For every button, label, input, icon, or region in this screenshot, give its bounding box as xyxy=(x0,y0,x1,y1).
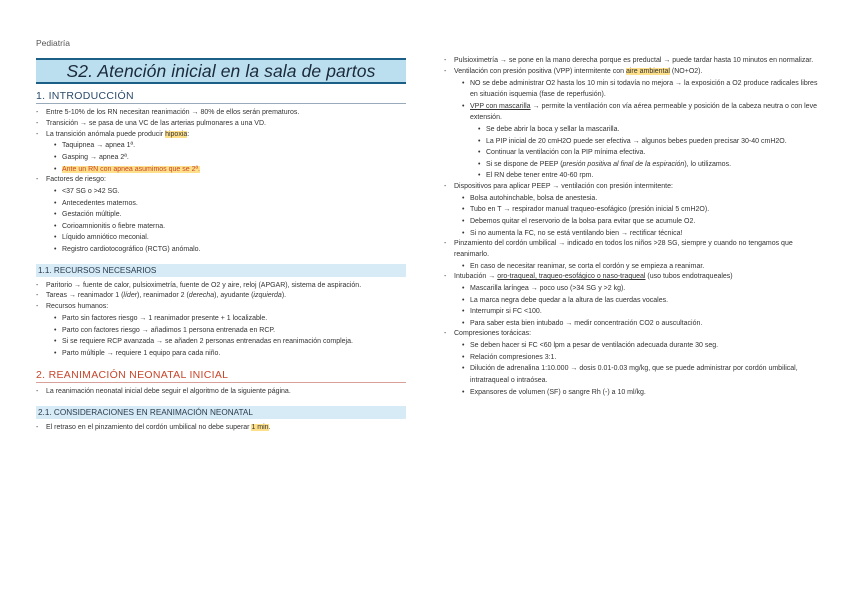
text: Intubación → xyxy=(454,273,498,281)
section-introduccion-heading: 1. INTRODUCCIÓN xyxy=(36,90,406,104)
text: ). xyxy=(281,292,287,300)
text: derecha xyxy=(188,292,215,300)
right-list xyxy=(444,56,822,398)
text: ), ayudante ( xyxy=(214,292,254,300)
list-item: • Corioamnionitis o fiebre materna. xyxy=(54,221,406,233)
list-item xyxy=(36,423,406,434)
list-item: • Si no aumenta la FC, no se está ventilando bien → rectificar técnica! xyxy=(462,228,822,240)
text: ), reanimador 2 ( xyxy=(137,292,189,300)
list-item xyxy=(54,164,406,176)
text: Dispositivos para aplicar PEEP → ventilación con presión intermitente: xyxy=(454,182,673,190)
text: presión positiva al final de la espiración xyxy=(562,160,685,168)
list-item: • Parto con factores riesgo → añadimos 1 persona entrenada en RCP. xyxy=(54,325,406,337)
list-item: • Para saber esta bien intubado → medir concentración CO2 o auscultación. xyxy=(462,318,822,330)
list-item: • Interrumpir si FC <100. xyxy=(462,306,822,318)
list-item: - La reanimación neonatal inicial debe seguir el algoritmo de la siguiente página. xyxy=(36,387,406,398)
text: Ventilación con presión positiva (VPP) intermitente con xyxy=(454,67,626,75)
list-item xyxy=(444,329,822,398)
list-item: • NO se debe administrar O2 hasta los 10 min si todavía no mejora → la exposición a O2 produce radicales libres en situación isquemia (fase de reperfusión). xyxy=(462,78,822,101)
text: Recursos humanos: xyxy=(46,303,109,311)
highlight-text: hipoxia xyxy=(165,130,188,138)
list-item: • Relación compresiones 3:1. xyxy=(462,352,822,364)
section-recursos-heading: 1.1. RECURSOS NECESARIOS xyxy=(36,264,406,277)
list-item: - Paritorio → fuente de calor, pulsioximetría, fuente de O2 y aire, reloj (APGAR), sistema de aspiración. xyxy=(36,281,406,292)
left-column xyxy=(36,58,406,434)
list-item xyxy=(444,239,822,272)
introduccion-list xyxy=(36,108,406,256)
text: : xyxy=(187,130,190,138)
list-item: - Pulsioximetría → se pone en la mano derecha porque es preductal → puede tardar hasta 10 minutos en normalizar. xyxy=(444,56,822,67)
section-reanimacion-heading: 2. REANIMACIÓN NEONATAL INICIAL xyxy=(36,369,406,383)
list-item: - Transición → se pasa de una VC de las arterias pulmonares a una VD. xyxy=(36,119,406,130)
reanimacion-list xyxy=(36,387,406,398)
text: Pinzamiento del cordón umbilical → indicado en todos los niños >28 SG, siempre y cuando no tengamos que reanimarlo. xyxy=(454,240,793,258)
text: Factores de riesgo: xyxy=(46,176,106,184)
text: Si se dispone de PEEP ( xyxy=(486,160,563,168)
text: El retraso en el pinzamiento del cordón umbilical no debe superar xyxy=(46,424,252,432)
list-item: • Se deben hacer si FC <60 lpm a pesar de ventilación adecuada durante 30 seg. xyxy=(462,340,822,352)
list-item: • Parto múltiple → requiere 1 equipo para cada niño. xyxy=(54,348,406,360)
highlight-text: Ante un RN con apnea asumimos que se 2ª. xyxy=(62,165,201,173)
list-item xyxy=(444,67,822,182)
list-item: • Parto sin factores riesgo → 1 reanimador presente + 1 localizable. xyxy=(54,313,406,325)
text: La transición anómala puede producir xyxy=(46,130,166,138)
list-item: • Antecedentes maternos. xyxy=(54,198,406,210)
list-item xyxy=(36,291,406,302)
text: → permite la ventilación con vía aérea permeable y posición de la cabeza neutra o con leve extensión. xyxy=(470,102,817,122)
list-item: • La marca negra debe quedar a la altura de las cuerdas vocales. xyxy=(462,295,822,307)
recursos-list xyxy=(36,281,406,360)
list-item: • Expansores de volumen (SF) o sangre Rh (-) a 10 ml/kg. xyxy=(462,387,822,399)
list-item: • Dilución de adrenalina 1:10.000 → dosis 0.01-0.03 mg/kg, que se puede administrar por cordón umbilical, intratraqueal o intraósea. xyxy=(462,363,822,386)
text: (NO+O2). xyxy=(669,67,703,75)
list-item xyxy=(444,182,822,239)
text: líder xyxy=(123,292,138,300)
highlight-text: 1 min xyxy=(251,424,269,432)
list-item: • Registro cardiotocográfico (RCTG) anómalo. xyxy=(54,244,406,256)
text: (uso tubos endotraqueales) xyxy=(645,273,733,281)
section-consideraciones-heading: 2.1. CONSIDERACIONES EN REANIMACIÓN NEONATAL xyxy=(36,406,406,419)
list-item: • Si se requiere RCP avanzada → se añaden 2 personas entrenadas en reanimación compleja. xyxy=(54,336,406,348)
list-item xyxy=(36,130,406,176)
text: Compresiones torácicas: xyxy=(454,330,532,338)
page-title: S2. Atención inicial en la sala de partos xyxy=(36,58,406,84)
text: VPP con mascarilla xyxy=(470,102,531,110)
list-item: • Tubo en T → respirador manual traqueo-esofágico (presión inicial 5 cmH2O). xyxy=(462,204,822,216)
list-item xyxy=(36,175,406,255)
list-item xyxy=(478,159,822,171)
list-item: • Taquipnea → apnea 1ª. xyxy=(54,140,406,152)
list-item: • Se debe abrir la boca y sellar la mascarilla. xyxy=(478,124,822,136)
text: izquierda xyxy=(253,292,282,300)
highlight-text: aire ambiental xyxy=(625,67,670,75)
text: ), lo utilizamos. xyxy=(684,160,732,168)
list-item xyxy=(444,272,822,329)
list-item: • La PIP inicial de 20 cmH2O puede ser efectiva → algunos bebes pueden precisar 30-40 cmH2O. xyxy=(478,136,822,148)
text: . xyxy=(268,424,271,432)
text: Tareas → reanimador 1 ( xyxy=(46,292,124,300)
list-item: • Debemos quitar el reservorio de la bolsa para evitar que se acumule O2. xyxy=(462,216,822,228)
list-item: • Gasping → apnea 2ª. xyxy=(54,152,406,164)
text: oro-traqueal, traqueo-esofágico o naso-traqueal xyxy=(497,273,646,281)
list-item: • En caso de necesitar reanimar, se corta el cordón y se empieza a reanimar. xyxy=(462,261,822,273)
list-item: • Gestación múltiple. xyxy=(54,209,406,221)
consideraciones-list xyxy=(36,423,406,434)
list-item: • Continuar la ventilación con la PIP mínima efectiva. xyxy=(478,147,822,159)
list-item: • Mascarilla laríngea → poco uso (>34 SG y >2 kg). xyxy=(462,283,822,295)
list-item xyxy=(36,302,406,359)
subject-label: Pediatría xyxy=(36,38,71,48)
list-item: • <37 SG o >42 SG. xyxy=(54,186,406,198)
list-item xyxy=(462,101,822,182)
list-item: • El RN debe tener entre 40-60 rpm. xyxy=(478,170,822,182)
right-column xyxy=(444,56,822,398)
list-item: • Líquido amniótico meconial. xyxy=(54,232,406,244)
list-item: - Entre 5-10% de los RN necesitan reanimación → 80% de ellos serán prematuros. xyxy=(36,108,406,119)
list-item: • Bolsa autohinchable, bolsa de anestesia. xyxy=(462,193,822,205)
